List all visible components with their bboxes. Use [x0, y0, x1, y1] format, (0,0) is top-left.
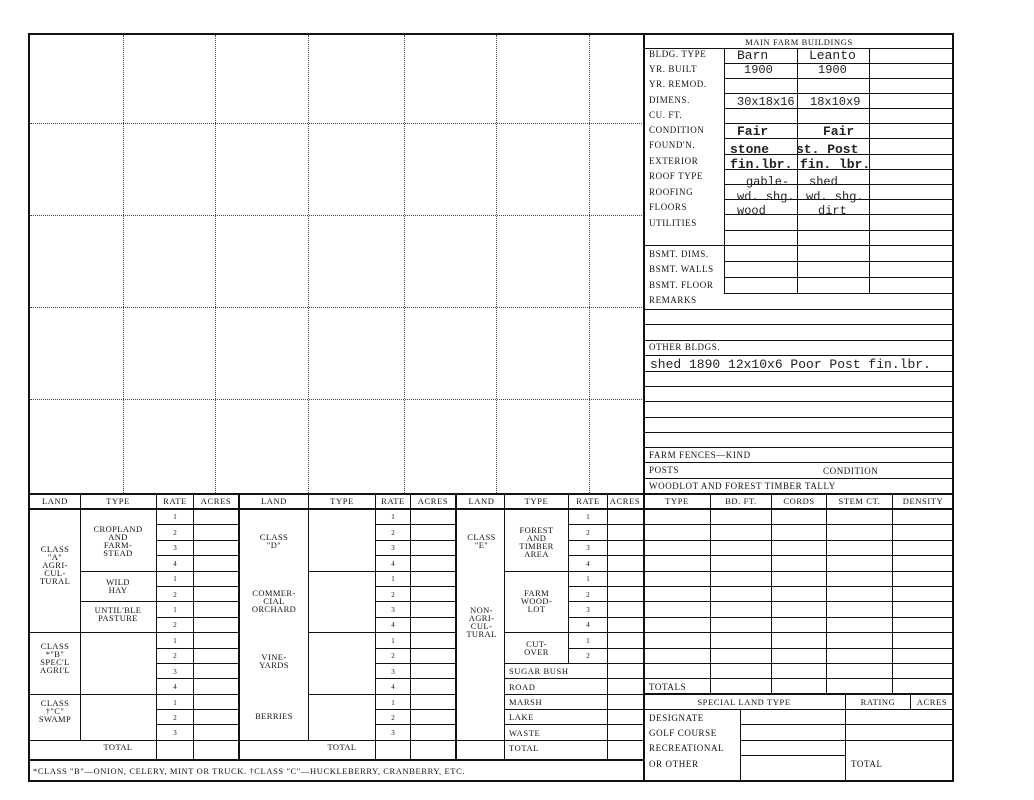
label-bldg-type: BLDG. TYPE [649, 49, 707, 59]
rate-number: 1 [391, 513, 395, 521]
woodlot-col-type: TYPE [665, 496, 689, 506]
label-dimens: DIMENS. [649, 95, 690, 105]
rate-number: 4 [391, 560, 395, 568]
bldg1-year: 1900 [744, 63, 773, 77]
rate-number: 2 [586, 591, 590, 599]
rate-number: 4 [391, 621, 395, 629]
label-yr-built: YR. BUILT [649, 64, 698, 74]
class-b-label: CLASS *"B" SPEC'L AGRI'L [40, 641, 70, 675]
rate-number: 3 [391, 544, 395, 552]
rate-number: 2 [391, 591, 395, 599]
special-land-rating: RATING [860, 697, 896, 707]
header-rate-3: RATE [576, 496, 600, 506]
rate-number: 2 [173, 621, 177, 629]
label-cu-ft: CU. FT. [649, 110, 683, 120]
woodlot-col-bdft: BD. FT. [725, 496, 757, 506]
total-label-1: TOTAL [103, 742, 133, 752]
label-bsmt-floor: BSMT. FLOOR [649, 280, 714, 290]
cropland-label: CROPLAND AND FARM- STEAD [93, 524, 143, 558]
rate-number: 3 [173, 729, 177, 737]
untillable-label: UNTIL'BLE PASTURE [94, 605, 142, 623]
rate-number: 2 [173, 652, 177, 660]
bldg1-dimens: 30x18x16 [737, 95, 795, 109]
bldg2-floors: dirt [818, 204, 847, 218]
bldg2-exterior: fin. lbr. [800, 157, 871, 172]
vineyards-label: VINE- YARDS [259, 652, 289, 670]
rate-number: 1 [586, 637, 590, 645]
special-or-other: OR OTHER [649, 759, 699, 769]
rate-number: 3 [173, 544, 177, 552]
woodlot-totals-label: TOTALS [649, 682, 687, 692]
header-acres-1: ACRES [200, 496, 232, 506]
rate-number: 1 [173, 575, 177, 583]
label-roof-type: ROOF TYPE [649, 171, 703, 181]
bldg1-roofing: wd. shg. [737, 190, 795, 204]
header-rate-2: RATE [381, 496, 405, 506]
label-bsmt-dims: BSMT. DIMS. [649, 249, 709, 259]
special-total: TOTAL [851, 759, 883, 769]
other-bldgs-entry: shed 1890 12x10x6 Poor Post fin.lbr. [650, 357, 931, 372]
rate-number: 2 [391, 652, 395, 660]
main-buildings-title: MAIN FARM BUILDINGS [745, 37, 853, 47]
forest-label: FOREST AND TIMBER AREA [519, 525, 554, 559]
woodlot-col-stemct: STEM CT. [838, 496, 881, 506]
rate-number: 1 [173, 699, 177, 707]
rate-number: 2 [586, 529, 590, 537]
label-posts: POSTS [649, 465, 680, 475]
header-type-1: TYPE [106, 496, 130, 506]
bldg2-year: 1900 [818, 63, 847, 77]
rate-number: 2 [391, 529, 395, 537]
special-golf-course: GOLF COURSE [649, 728, 717, 738]
bldg2-roof-type: shed [809, 175, 838, 189]
bldg1-condition: Fair [737, 124, 769, 139]
sugar-bush-label: SUGAR BUSH [509, 666, 569, 676]
header-rate-1: RATE [163, 496, 187, 506]
rate-number: 2 [173, 714, 177, 722]
rate-number: 1 [586, 513, 590, 521]
special-land-title: SPECIAL LAND TYPE [697, 697, 791, 707]
label-exterior: EXTERIOR [649, 156, 699, 166]
label-bsmt-walls: BSMT. WALLS [649, 264, 714, 274]
rate-number: 2 [173, 591, 177, 599]
farm-woodlot-label: FARM WOOD- LOT [520, 588, 553, 614]
rate-number: 2 [391, 714, 395, 722]
wild-hay-label: WILD HAY [106, 577, 130, 595]
rate-number: 4 [586, 560, 590, 568]
rate-number: 2 [586, 652, 590, 660]
rate-number: 4 [173, 683, 177, 691]
road-label: ROAD [509, 682, 536, 692]
rate-number: 1 [173, 513, 177, 521]
label-roofing: ROOFING [649, 187, 694, 197]
rate-number: 1 [173, 637, 177, 645]
rate-number: 3 [173, 668, 177, 676]
class-a-label: CLASS "A" AGRI- CUL- TURAL [39, 544, 71, 586]
label-utilities: UTILITIES [649, 218, 697, 228]
label-yr-remod: YR. REMOD. [649, 79, 707, 89]
rate-number: 3 [391, 729, 395, 737]
special-recreational: RECREATIONAL [649, 743, 725, 753]
cutover-label: CUT- OVER [524, 639, 549, 657]
special-designate: DESIGNATE [649, 713, 704, 723]
marsh-label: MARSH [509, 697, 543, 707]
lake-label: LAKE [509, 712, 535, 722]
rate-number: 1 [391, 699, 395, 707]
rate-number: 1 [391, 575, 395, 583]
bldg2-type: Leanto [809, 48, 856, 63]
header-land-1: LAND [41, 496, 68, 506]
rate-number: 4 [391, 683, 395, 691]
commercial-orchard-label: COMMER- CIAL ORCHARD [251, 588, 297, 614]
bldg1-roof-type: gable- [746, 175, 790, 189]
bldg1-foundation: stone [730, 142, 770, 157]
label-other-bldgs: OTHER BLDGS. [649, 342, 721, 352]
berries-label: BERRIES [255, 711, 293, 721]
label-fence-condition: CONDITION [823, 466, 879, 476]
header-land-3: LAND [468, 496, 495, 506]
rate-number: 1 [586, 575, 590, 583]
class-d-label: CLASS "D" [259, 532, 289, 550]
footnote: *CLASS "B"—ONION, CELERY, MINT OR TRUCK. †CLASS "C"—HUCKLEBERRY, CRANBERRY, ETC. [33, 766, 466, 776]
label-condition: CONDITION [649, 125, 705, 135]
label-floors: FLOORS [649, 202, 688, 212]
class-e-label: CLASS "E" [467, 532, 496, 550]
bldg1-floors: wood [737, 204, 766, 218]
bldg2-roofing: wd. shg. [806, 190, 864, 204]
label-farm-fences: FARM FENCES—KIND [649, 450, 751, 460]
rate-number: 3 [586, 606, 590, 614]
woodlot-title: WOODLOT AND FOREST TIMBER TALLY [649, 481, 836, 491]
class-c-label: CLASS †"C" SWAMP [38, 698, 72, 724]
bldg2-foundation: st. Post [796, 142, 859, 157]
header-type-2: TYPE [330, 496, 354, 506]
waste-label: WASTE [509, 728, 541, 738]
woodlot-col-cords: CORDS [783, 496, 815, 506]
header-acres-2: ACRES [417, 496, 449, 506]
bldg2-condition: Fair [823, 124, 855, 139]
rate-number: 3 [391, 668, 395, 676]
bldg1-exterior: fin.lbr. [730, 157, 793, 172]
non-agricultural-label: NON- AGRI- CUL- TURAL [466, 605, 497, 639]
rate-number: 2 [173, 529, 177, 537]
rate-number: 1 [391, 637, 395, 645]
header-acres-3: ACRES [609, 496, 641, 506]
rate-number: 1 [173, 606, 177, 614]
label-foundation: FOUND'N. [649, 140, 696, 150]
rate-number: 3 [391, 606, 395, 614]
total-label-2: TOTAL [327, 742, 357, 752]
header-type-3: TYPE [524, 496, 549, 506]
woodlot-col-density: DENSITY [902, 496, 944, 506]
special-land-acres: ACRES [916, 697, 948, 707]
rate-number: 4 [586, 621, 590, 629]
bldg2-dimens: 18x10x9 [810, 95, 861, 109]
total-label-3: TOTAL [509, 743, 540, 753]
bldg1-type: Barn [737, 48, 769, 63]
header-land-2: LAND [260, 496, 287, 506]
rate-number: 4 [173, 560, 177, 568]
label-remarks: REMARKS [649, 295, 697, 305]
rate-number: 3 [586, 544, 590, 552]
